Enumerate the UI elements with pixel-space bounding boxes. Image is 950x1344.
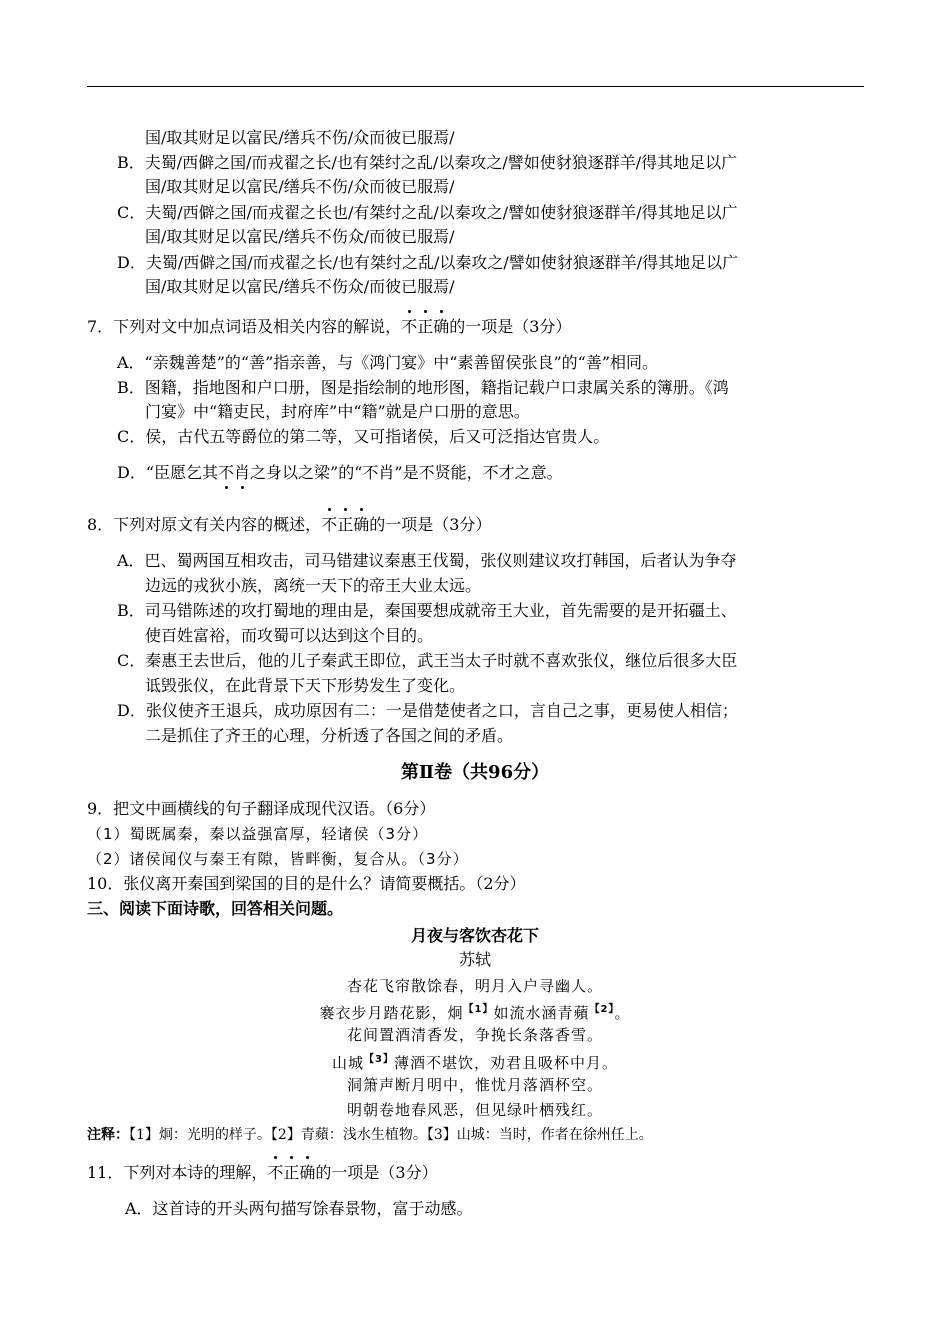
q6-option-b-line2: 国/取其财足以富民/缮兵不伤/众而彼已服焉/ <box>145 177 455 196</box>
poem-title: 月夜与客饮杏花下 <box>410 926 539 945</box>
q6-option-b-line1: B．夫蜀/西僻之国/而戎翟之长/也有桀纣之乱/以秦攻之/譬如使豺狼逐群羊/得其地足以广 <box>117 153 738 172</box>
header-rule <box>87 86 864 87</box>
q8-option-d-line1: D．张仪使齐王退兵，成功原因有二：一是借楚使者之口，言自己之事，更易使人相信； <box>117 701 738 720</box>
poem-author: 苏轼 <box>458 950 491 969</box>
q7-option-b-line2: 门宴》中“籍吏民，封府库”中“籍”就是户口册的意思。 <box>145 402 530 421</box>
q7-option-a: A．“亲魏善楚”的“善”指亲善，与《鸿门宴》中“素善留侯张良”的“善”相同。 <box>117 353 658 372</box>
note-ref-2: 【2】 <box>589 1004 615 1015</box>
poem-line-5: 洞箫声断月明中，惟忧月落酒杯空。 <box>346 1076 603 1094</box>
question-8: 8．下列对原文有关内容的概述，不正确的一项是（3分） <box>87 515 492 534</box>
q6-option-c-line2: 国/取其财足以富民/缮兵不伤众/而彼已服焉/ <box>145 227 455 246</box>
poem-line-2: 褰衣步月踏花影，炯$^{【1】}$如流水涵青蘋$^{【2】}$。 <box>319 1004 631 1022</box>
question-11: 11．下列对本诗的理解，不正确的一项是（3分） <box>87 1163 438 1182</box>
poem-line-4: 山城$^{【3】}$薄酒不堪饮，劝君且吸杯中月。 <box>332 1054 618 1072</box>
q7-option-b-line1: B．图籍，指地图和户口册，图是指绘制的地形图，籍指记载户口隶属关系的簿册。《鸿 <box>117 378 729 397</box>
q9-item-2: （2）诸侯闻仪与秦王有隙，皆畔衡，复合从。（3分） <box>87 850 469 868</box>
question-7: 7．下列对文中加点词语及相关内容的解说，不正确的一项是（3分） <box>87 317 572 336</box>
q6-option-a-line2: 国/取其财足以富民/缮兵不伤/众而彼已服焉/ <box>145 128 455 147</box>
q6-option-d-line2: 国/取其财足以富民/缮兵不伤众/而彼已服焉/ <box>145 277 455 296</box>
q6-option-c-line1: C．夫蜀/西僻之国/而戎翟之长也/有桀纣之乱/以秦攻之/譬如使豺狼逐群羊/得其地足以广 <box>117 203 738 222</box>
q8-option-d-line2: 二是抓住了齐王的心理，分析透了各国之间的矛盾。 <box>145 726 514 745</box>
poem-line-6: 明朝卷地春风恶，但见绿叶栖残红。 <box>346 1101 603 1119</box>
poem-line-3: 花间置酒清香发，争挽长条落香雪。 <box>346 1026 603 1044</box>
q8-option-c-line1: C．秦惠王去世后，他的儿子秦武王即位，武王当太子时就不喜欢张仪，继位后很多大臣 <box>117 651 738 670</box>
poem-notes: 注释：【1】炯：光明的样子。【2】青蘋：浅水生植物。【3】山城：当时，作者在徐州任上。 <box>87 1127 653 1143</box>
q8-option-b-line1: B．司马错陈述的攻打蜀地的理由是，秦国要想成就帝王大业，首先需要的是开拓疆土、 <box>117 601 737 620</box>
q11-option-a: A．这首诗的开头两句描写馀春景物，富于动感。 <box>125 1199 473 1218</box>
q6-option-d-line1: D．夫蜀/西僻之国/而戎翟之长/也有桀纣之乱/以秦攻之/譬如使豺狼逐群羊/得其地足以广 <box>117 253 739 272</box>
question-10: 10．张仪离开秦国到梁国的目的是什么？请简要概括。（2分） <box>87 874 526 893</box>
question-9: 9．把文中画横线的句子翻译成现代汉语。（6分） <box>87 799 436 818</box>
section-3-heading: 三、阅读下面诗歌，回答相关问题。 <box>87 899 344 918</box>
q9-item-1: （1）蜀既属秦，秦以益强富厚，轻诸侯（3分） <box>87 825 429 843</box>
note-ref-3: 【3】 <box>364 1054 394 1065</box>
q8-option-a-line1: A．巴、蜀两国互相攻击，司马错建议秦惠王伐蜀，张仪则建议攻打韩国，后者认为争夺 <box>117 551 737 570</box>
q8-option-b-line2: 使百姓富裕，而攻蜀可以达到这个目的。 <box>145 626 434 645</box>
q7-option-d: D．“臣愿乞其不肖之身以之梁”的“不肖”是不贤能，不才之意。 <box>117 463 563 482</box>
part-2-title: 第Ⅱ卷（共96分） <box>400 762 550 783</box>
note-ref-1: 【1】 <box>463 1004 494 1015</box>
q8-option-a-line2: 边远的戎狄小族，离统一天下的帝王大业太远。 <box>145 576 482 595</box>
q8-option-c-line2: 诋毁张仪，在此背景下天下形势发生了变化。 <box>145 676 466 695</box>
poem-line-1: 杏花飞帘散馀春，明月入户寻幽人。 <box>346 977 603 995</box>
q7-option-c: C．侯，古代五等爵位的第二等，又可指诸侯，后又可泛指达官贵人。 <box>117 427 610 446</box>
